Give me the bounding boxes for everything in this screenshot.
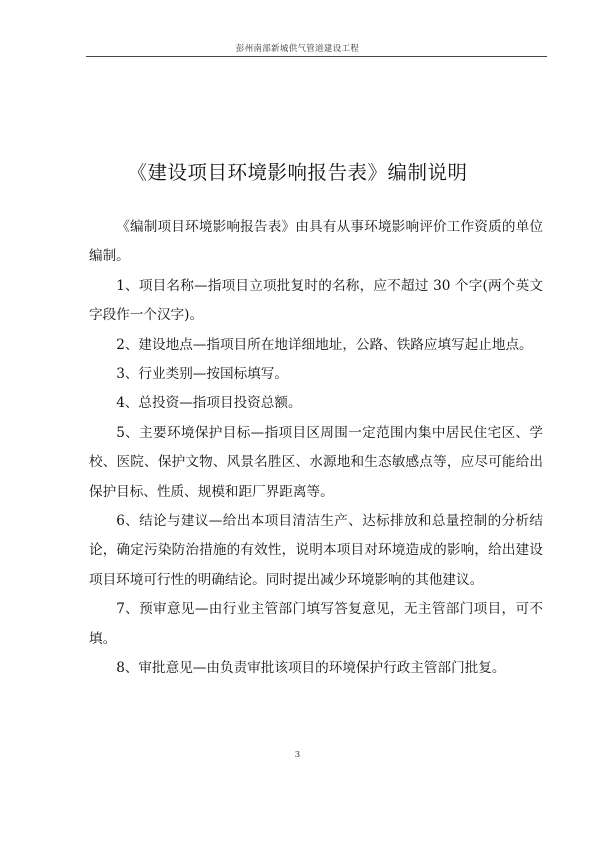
paragraph-item-8: 8、审批意见—由负责审批该项目的环境保护行政主管部门批复。 [116, 660, 506, 677]
paragraph-item-1: 1、项目名称—指项目立项批复时的名称，应不超过 30 个字(两个英文字段作一个汉字)。 [89, 277, 543, 324]
paragraph-item-3: 3、行业类别—按国标填写。 [116, 366, 288, 383]
header-divider [86, 56, 547, 57]
document-title: 《建设项目环境影响报告表》编制说明 [127, 161, 468, 184]
paragraph-intro: 《编制项目环境影响报告表》由具有从事环境影响评价工作资质的单位编制。 [89, 219, 543, 265]
paragraph-item-6: 6、结论与建议—给出本项目清洁生产、达标排放和总量控制的分析结论，确定污染防治措施的有效性，说明本项目对环境造成的影响，给出建设项目环境可行性的明确结论。同时提出减少环境影响的其他建议。 [89, 513, 543, 588]
document-body [89, 213, 543, 684]
paragraph-item-2: 2、建设地点—指项目所在地详细地址，公路、铁路应填写起止地点。 [116, 336, 533, 353]
paragraph-item-4: 4、总投资—指项目投资总额。 [116, 395, 302, 412]
paragraph-item-5: 5、主要环境保护目标—指项目区周围一定范围内集中居民住宅区、学校、医院、保护文物、风景名胜区、水源地和生态敏感点等，应尽可能给出保护目标、性质、规模和距厂界距离等。 [89, 424, 543, 500]
paragraph-item-7: 7、预审意见—由行业主管部门填写答复意见，无主管部门项目，可不填。 [89, 601, 543, 647]
page-number: 3 [294, 750, 301, 760]
page-header-title: 彭州南部新城供气管道建设工程 [235, 44, 360, 54]
